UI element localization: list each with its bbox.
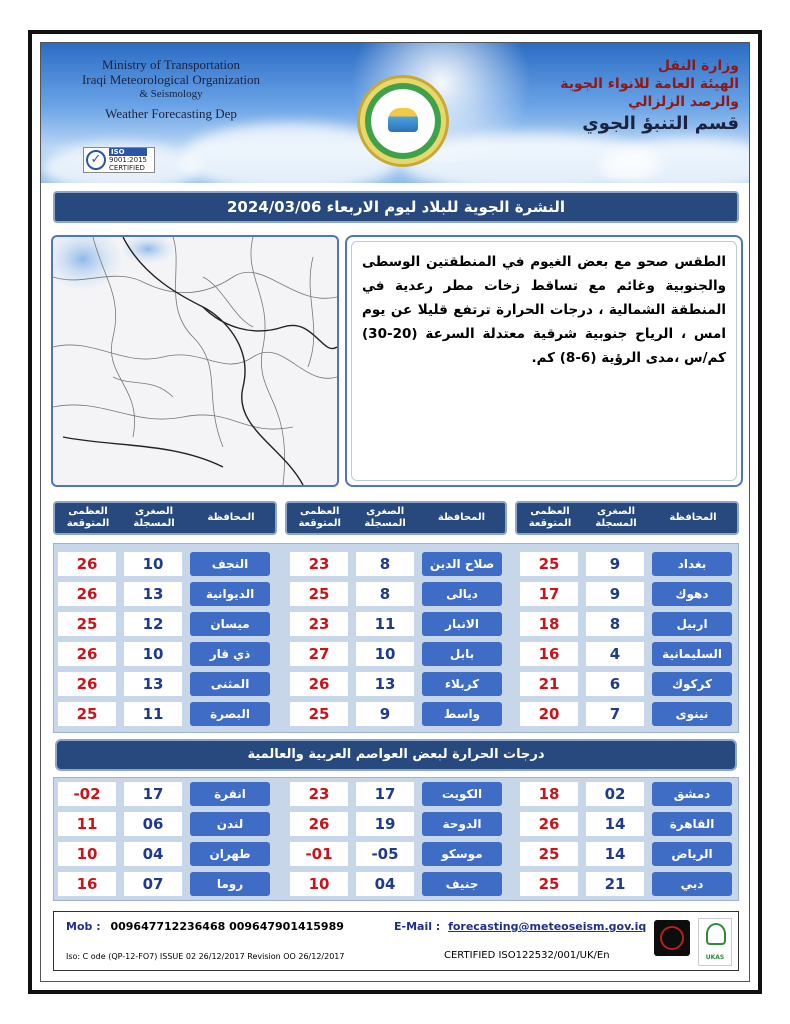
org-en-line: & Seismology	[139, 88, 203, 100]
bulletin-title: النشرة الجوية للبلاد ليوم الاربعاء 2024/03/06	[53, 191, 739, 223]
city-name: ميسان	[190, 612, 270, 636]
org-en-line: Ministry of Transportation	[102, 57, 240, 72]
min-temp: 17	[356, 782, 414, 806]
max-temp: 18	[520, 782, 578, 806]
org-ar-line: وزارة النقل	[657, 58, 739, 74]
city-name: الكويت	[422, 782, 502, 806]
table-row	[54, 580, 740, 608]
iso-badge	[83, 147, 155, 173]
table-header	[515, 501, 739, 535]
city-name: بابل	[422, 642, 502, 666]
city-name: كربلاء	[422, 672, 502, 696]
city-name: المثنى	[190, 672, 270, 696]
forecast-text: الطقس صحو مع بعض الغيوم في المنطقتين الوسطى والجنوبية وغائم مع تساقط زخات مطر رعدية في المنطقة الشمالية ، درجات الحرارة ترتفع قليلا عن يوم امس ، الرياح جنوبية شرقية معتدلة السرعة (20-30) كم/س ،مدى الرؤية (6-8) كم.	[351, 241, 737, 481]
city-name: دهوك	[652, 582, 732, 606]
mob-label: Mob :	[66, 920, 101, 933]
org-name-en	[51, 57, 291, 121]
capitals-title: درجات الحرارة لبعض العواصم العربية والعالمية	[55, 739, 737, 771]
max-temp: 10	[290, 872, 348, 896]
table-header	[53, 501, 277, 535]
min-temp: 12	[124, 612, 182, 636]
weather-emblem-icon	[388, 108, 418, 132]
bulletin	[40, 42, 750, 982]
table-row	[54, 780, 740, 808]
footer	[53, 911, 739, 971]
iraq-map-icon	[53, 237, 337, 485]
org-en-line: Weather Forecasting Dep	[105, 106, 237, 121]
table-row	[54, 640, 740, 668]
max-temp: 17	[520, 582, 578, 606]
min-temp: 14	[586, 842, 644, 866]
min-temp: 8	[586, 612, 644, 636]
table-row	[54, 550, 740, 578]
max-temp: 26	[290, 812, 348, 836]
max-temp: -02	[58, 782, 116, 806]
max-temp: 25	[520, 872, 578, 896]
city-name: دبي	[652, 872, 732, 896]
email-link[interactable]: forecasting@meteoseism.gov.iq	[448, 920, 647, 933]
check-icon: ✓	[86, 150, 106, 170]
min-temp: 04	[356, 872, 414, 896]
header-banner	[41, 43, 750, 183]
min-temp: 10	[124, 552, 182, 576]
header-max: العظمى المتوقعة	[298, 506, 341, 529]
header-min: الصغرى المسجلة	[595, 506, 637, 529]
city-name: دمشق	[652, 782, 732, 806]
max-temp: 10	[58, 842, 116, 866]
max-temp: 25	[58, 612, 116, 636]
max-temp: 26	[58, 552, 116, 576]
table-row	[54, 670, 740, 698]
iso-badge-line: 9001:2015	[109, 156, 147, 164]
city-name: جنيف	[422, 872, 502, 896]
header-min: الصغرى المسجلة	[133, 506, 175, 529]
max-temp: 26	[58, 582, 116, 606]
max-temp: 26	[58, 672, 116, 696]
min-temp: 13	[124, 672, 182, 696]
min-temp: 11	[356, 612, 414, 636]
header-city: المحافظة	[669, 512, 717, 523]
city-name: لندن	[190, 812, 270, 836]
min-temp: -05	[356, 842, 414, 866]
min-temp: 10	[356, 642, 414, 666]
document-code: Iso: C ode (QP-12-FO7) ISSUE 02 26/12/2017 Revision OO 26/12/2017	[66, 952, 345, 961]
mob-numbers: 009647712236468 009647901415989	[110, 920, 344, 933]
max-temp: 11	[58, 812, 116, 836]
max-temp: 26	[520, 812, 578, 836]
min-temp: 17	[124, 782, 182, 806]
max-temp: 18	[520, 612, 578, 636]
max-temp: 25	[58, 702, 116, 726]
min-temp: 11	[124, 702, 182, 726]
city-name: الدوحة	[422, 812, 502, 836]
table-row	[54, 870, 740, 898]
city-name: واسط	[422, 702, 502, 726]
city-name: السليمانية	[652, 642, 732, 666]
capitals-temperature-table	[53, 777, 739, 901]
mobile-contact	[66, 920, 344, 933]
header-max: العظمى المتوقعة	[66, 506, 110, 529]
min-temp: 8	[356, 552, 414, 576]
min-temp: 07	[124, 872, 182, 896]
iso-badge-line: CERTIFIED	[109, 164, 145, 172]
max-temp: 26	[58, 642, 116, 666]
ukas-logo	[698, 918, 732, 966]
weather-map	[51, 235, 339, 487]
city-name: النجف	[190, 552, 270, 576]
header-max: العظمى المتوقعة	[528, 506, 572, 529]
min-temp: 02	[586, 782, 644, 806]
certification-seal-icon	[660, 926, 684, 950]
city-name: الرياض	[652, 842, 732, 866]
iso-badge-top: ISO	[109, 148, 147, 156]
org-ar-line: قسم التنبؤ الجوي	[582, 113, 739, 134]
city-name: البصرة	[190, 702, 270, 726]
table-row	[54, 610, 740, 638]
min-temp: 04	[124, 842, 182, 866]
organization-logo	[357, 75, 449, 167]
certification: CERTIFIED ISO122532/001/UK/En	[444, 950, 610, 961]
table-row	[54, 700, 740, 728]
max-temp: -01	[290, 842, 348, 866]
city-name: روما	[190, 872, 270, 896]
max-temp: 26	[290, 672, 348, 696]
max-temp: 25	[290, 702, 348, 726]
min-temp: 19	[356, 812, 414, 836]
page-frame	[28, 30, 762, 994]
email-label: E-Mail :	[394, 920, 441, 933]
org-ar-line: والرصد الزلزالي	[628, 94, 739, 110]
min-temp: 13	[124, 582, 182, 606]
iso-badge-text	[109, 148, 147, 172]
city-name: ذي قار	[190, 642, 270, 666]
table-row	[54, 840, 740, 868]
header-city: المحافظة	[437, 512, 486, 523]
min-temp: 13	[356, 672, 414, 696]
min-temp: 9	[586, 552, 644, 576]
min-temp: 6	[586, 672, 644, 696]
city-name: كركوك	[652, 672, 732, 696]
max-temp: 23	[290, 782, 348, 806]
min-temp: 4	[586, 642, 644, 666]
min-temp: 7	[586, 702, 644, 726]
city-name: بغداد	[652, 552, 732, 576]
certification-logo	[654, 920, 690, 956]
ukas-text: UKAS	[705, 954, 725, 961]
min-temp: 21	[586, 872, 644, 896]
email-contact	[394, 920, 646, 933]
max-temp: 16	[58, 872, 116, 896]
iraq-temperature-table	[53, 543, 739, 733]
city-name: الانبار	[422, 612, 502, 636]
org-name-ar	[529, 57, 739, 137]
max-temp: 25	[520, 842, 578, 866]
org-ar-line: الهيئة العامة للانواء الجوية	[560, 76, 739, 92]
max-temp: 27	[290, 642, 348, 666]
min-temp: 10	[124, 642, 182, 666]
city-name: صلاح الدين	[422, 552, 502, 576]
crown-icon	[706, 923, 726, 945]
table-row	[54, 810, 740, 838]
city-name: الديوانية	[190, 582, 270, 606]
min-temp: 8	[356, 582, 414, 606]
city-name: اربيل	[652, 612, 732, 636]
table-header	[285, 501, 507, 535]
city-name: انقرة	[190, 782, 270, 806]
forecast-panel	[345, 235, 743, 487]
city-name: نينوى	[652, 702, 732, 726]
max-temp: 20	[520, 702, 578, 726]
min-temp: 06	[124, 812, 182, 836]
org-en-line: Iraqi Meteorological Organization	[81, 72, 261, 87]
city-name: موسكو	[422, 842, 502, 866]
header-min: الصغرى المسجلة	[364, 506, 406, 529]
max-temp: 23	[290, 612, 348, 636]
min-temp: 9	[586, 582, 644, 606]
max-temp: 25	[520, 552, 578, 576]
header-city: المحافظة	[207, 512, 255, 523]
max-temp: 16	[520, 642, 578, 666]
max-temp: 23	[290, 552, 348, 576]
min-temp: 9	[356, 702, 414, 726]
city-name: ديالى	[422, 582, 502, 606]
max-temp: 21	[520, 672, 578, 696]
city-name: القاهرة	[652, 812, 732, 836]
max-temp: 25	[290, 582, 348, 606]
min-temp: 14	[586, 812, 644, 836]
city-name: طهران	[190, 842, 270, 866]
